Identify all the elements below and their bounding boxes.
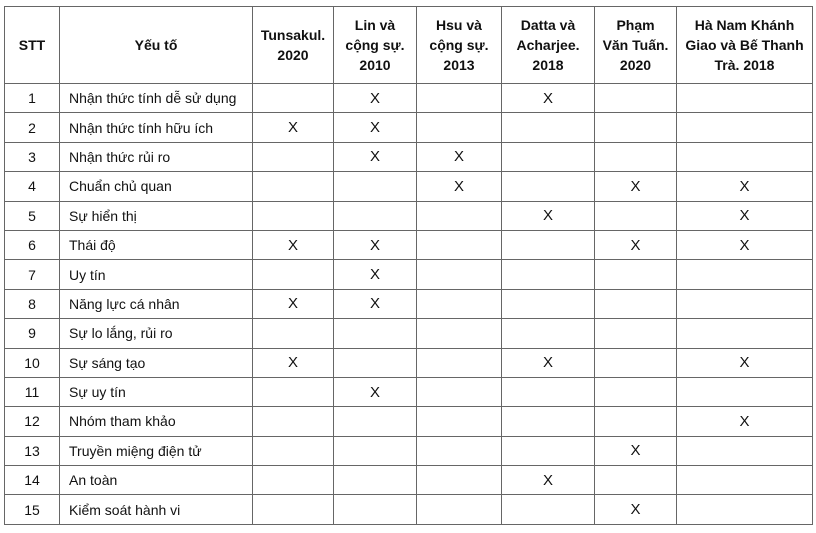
header-line: cộng sự. [345,37,405,53]
factor-cell: Kiểm soát hành vi [60,495,253,524]
mark-cell: X [677,201,813,230]
factor-cell: Năng lực cá nhân [60,289,253,318]
mark-cell: X [253,348,334,377]
table-row [5,289,813,318]
mark-cell [253,201,334,230]
stt-cell: 10 [5,348,60,377]
mark-cell [417,436,502,465]
factor-cell: Chuẩn chủ quan [60,172,253,201]
header-line: Hà Nam Khánh [694,17,795,33]
stt-cell: 5 [5,201,60,230]
mark-cell: X [334,289,417,318]
mark-cell [417,289,502,318]
header-line: Phạm [616,17,655,33]
mark-cell [253,495,334,524]
mark-cell [595,289,677,318]
table-row [5,230,813,259]
mark-cell [253,377,334,406]
header-line: 2010 [359,57,391,73]
mark-cell [417,319,502,348]
mark-cell [253,319,334,348]
mark-cell [595,201,677,230]
mark-cell: X [253,230,334,259]
table-row [5,436,813,465]
mark-cell [417,377,502,406]
mark-cell [595,348,677,377]
mark-cell [502,319,595,348]
mark-cell [502,172,595,201]
mark-cell: X [677,348,813,377]
header-source [253,7,334,84]
mark-cell [417,201,502,230]
stt-cell: 15 [5,495,60,524]
header-line: 2020 [277,47,309,63]
mark-cell [677,142,813,171]
mark-cell [417,348,502,377]
mark-cell: X [502,84,595,113]
factor-cell: Nhận thức tính hữu ích [60,113,253,142]
mark-cell [677,466,813,495]
mark-cell [334,172,417,201]
mark-cell: X [334,113,417,142]
mark-cell [595,113,677,142]
mark-cell [334,436,417,465]
mark-cell [417,407,502,436]
table-row [5,260,813,289]
factor-cell: Sự uy tín [60,377,253,406]
factor-cell: Nhận thức rủi ro [60,142,253,171]
factors-table [4,6,813,525]
mark-cell [677,84,813,113]
mark-cell: X [334,377,417,406]
mark-cell: X [334,142,417,171]
mark-cell [502,495,595,524]
mark-cell [334,201,417,230]
mark-cell [334,466,417,495]
mark-cell [417,230,502,259]
header-source [334,7,417,84]
header-line: Lin và [354,17,396,33]
table-row [5,407,813,436]
mark-cell: X [334,260,417,289]
mark-cell: X [502,201,595,230]
mark-cell [595,319,677,348]
stt-cell: 13 [5,436,60,465]
factor-cell: An toàn [60,466,253,495]
mark-cell [417,260,502,289]
mark-cell: X [253,113,334,142]
mark-cell [677,260,813,289]
mark-cell [595,260,677,289]
stt-cell: 3 [5,142,60,171]
mark-cell: X [595,436,677,465]
header-line: 2018 [532,57,564,73]
mark-cell [253,172,334,201]
header-line: Hsu và [436,17,482,33]
factor-cell: Thái độ [60,230,253,259]
mark-cell: X [502,348,595,377]
mark-cell [502,113,595,142]
mark-cell [502,436,595,465]
factor-cell: Nhóm tham khảo [60,407,253,436]
header-factor: Yếu tố [60,7,253,84]
header-line: Giao và Bế Thanh [685,37,804,53]
mark-cell: X [253,289,334,318]
stt-cell: 12 [5,407,60,436]
mark-cell [253,142,334,171]
mark-cell [502,260,595,289]
mark-cell: X [595,172,677,201]
mark-cell [334,495,417,524]
mark-cell [253,436,334,465]
factor-cell: Nhận thức tính dễ sử dụng [60,84,253,113]
factor-cell: Sự hiển thị [60,201,253,230]
mark-cell [595,142,677,171]
mark-cell [595,407,677,436]
mark-cell [677,495,813,524]
stt-cell: 14 [5,466,60,495]
stt-cell: 8 [5,289,60,318]
mark-cell [677,319,813,348]
header-line: 2020 [619,57,652,73]
mark-cell [502,142,595,171]
mark-cell [502,377,595,406]
mark-cell [595,377,677,406]
stt-cell: 6 [5,230,60,259]
mark-cell [677,289,813,318]
mark-cell: X [502,466,595,495]
stt-cell: 9 [5,319,60,348]
mark-cell [595,84,677,113]
header-line: Acharjee. [516,37,580,53]
mark-cell [334,407,417,436]
table-row [5,348,813,377]
mark-cell [334,348,417,377]
mark-cell [417,495,502,524]
header-line: Datta và [520,17,576,33]
factor-cell: Sự lo lắng, rủi ro [60,319,253,348]
mark-cell [417,113,502,142]
table-row [5,142,813,171]
header-source [677,7,813,84]
header-line: 2013 [443,57,475,73]
header-line: cộng sự. [429,37,489,53]
factor-cell: Uy tín [60,260,253,289]
table-row [5,466,813,495]
header-line: Văn Tuấn. [602,37,669,53]
stt-cell: 1 [5,84,60,113]
factor-cell: Sự sáng tạo [60,348,253,377]
mark-cell [677,113,813,142]
stt-cell: 11 [5,377,60,406]
table-row [5,172,813,201]
table-row [5,113,813,142]
mark-cell [253,84,334,113]
mark-cell [677,436,813,465]
header-source [595,7,677,84]
mark-cell: X [595,230,677,259]
mark-cell [334,319,417,348]
mark-cell [502,230,595,259]
mark-cell: X [677,407,813,436]
header-row [5,7,813,84]
header-stt: STT [5,7,60,84]
table-row [5,319,813,348]
header-source [502,7,595,84]
mark-cell [253,407,334,436]
header-line: Trà. 2018 [714,57,775,73]
mark-cell: X [417,142,502,171]
mark-cell [253,260,334,289]
mark-cell [677,377,813,406]
mark-cell [502,289,595,318]
stt-cell: 7 [5,260,60,289]
mark-cell [595,466,677,495]
header-source [417,7,502,84]
mark-cell: X [677,230,813,259]
mark-cell [502,407,595,436]
mark-cell [253,466,334,495]
mark-cell: X [334,230,417,259]
stt-cell: 4 [5,172,60,201]
mark-cell: X [677,172,813,201]
mark-cell [417,466,502,495]
header-line: Tunsakul. [260,27,326,43]
mark-cell: X [595,495,677,524]
mark-cell: X [417,172,502,201]
table-row [5,201,813,230]
table-row [5,377,813,406]
table-row [5,84,813,113]
factor-cell: Truyền miệng điện tử [60,436,253,465]
mark-cell: X [334,84,417,113]
table-body [5,84,813,525]
table-row [5,495,813,524]
stt-cell: 2 [5,113,60,142]
mark-cell [417,84,502,113]
